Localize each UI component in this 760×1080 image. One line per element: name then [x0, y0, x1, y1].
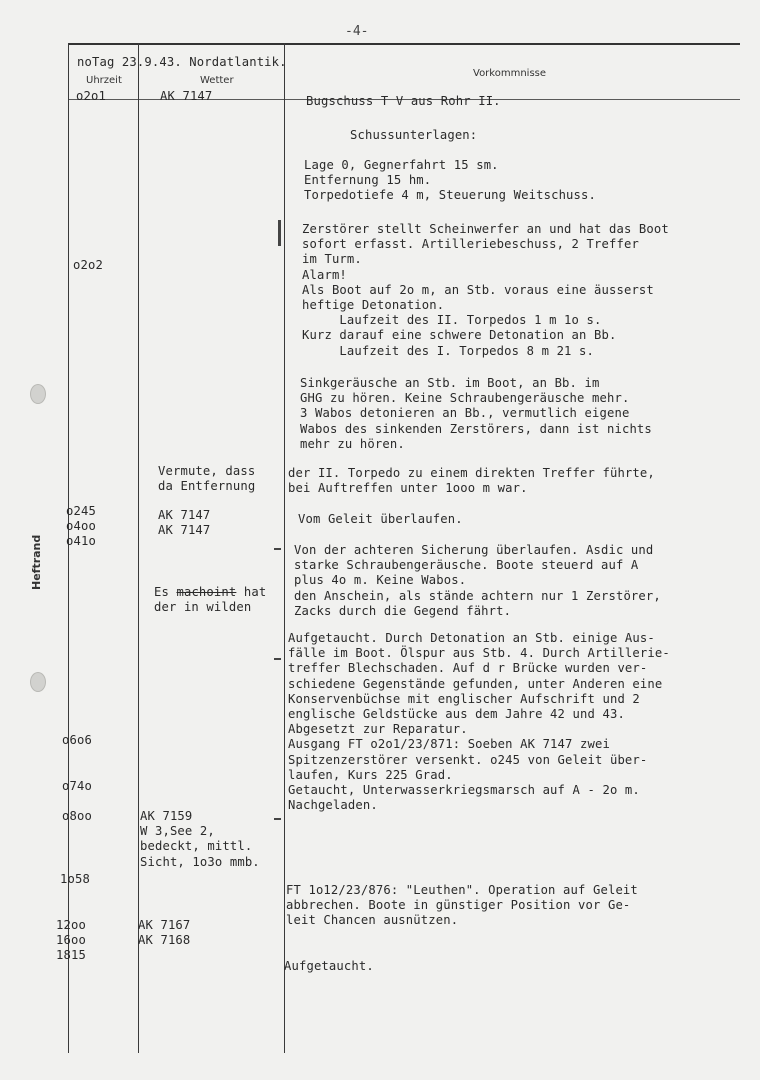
time-entry: o4oo: [66, 519, 96, 533]
weather-text: Es: [154, 585, 177, 599]
time-entry: 12oo: [56, 918, 86, 932]
event-entry: Bugschuss T V aus Rohr II.: [306, 94, 501, 108]
struck-word: machoint: [176, 585, 237, 599]
column-rule-time: [138, 43, 139, 1053]
time-entry: 1o58: [60, 872, 90, 886]
header-top-rule: [68, 43, 740, 45]
event-entry: Von der achteren Sicherung überlaufen. Asdic und starke Schraubengeräusche. Boote steuerd auf A plus 4o m. Keine Wabos. den Anschein, als stände achtern nur 1 Zerstörer, Zacks durch die Gegend fährt.: [294, 543, 661, 618]
time-entry: 16oo: [56, 933, 86, 947]
time-entry: o8oo: [62, 809, 92, 823]
time-entry: o6o6: [62, 733, 92, 747]
time-entry: o2o1: [76, 89, 106, 103]
margin-tick: [274, 818, 281, 820]
header-events: Vorkommnisse: [473, 68, 547, 79]
weather-entry: AK 7167 AK 7168: [138, 918, 191, 948]
margin-tick: [274, 548, 281, 550]
header-date-place: noTag 23.9.43. Nordatlantik.: [77, 55, 287, 69]
punch-hole-bottom: [30, 672, 46, 692]
event-entry: Vom Geleit überlaufen.: [298, 512, 463, 526]
time-entry: o74o: [62, 779, 92, 793]
margin-label: Heftrand: [30, 534, 43, 590]
event-entry: Schussunterlagen:: [350, 128, 478, 142]
time-entry: 1815: [56, 948, 86, 962]
punch-hole-top: [30, 384, 46, 404]
weather-entry: Vermute, dass da Entfernung: [158, 464, 256, 494]
header-weather: Wetter: [200, 75, 234, 86]
weather-entry: [154, 585, 266, 615]
time-entry: o245: [66, 504, 96, 518]
event-entry: Zerstörer stellt Scheinwerfer an und hat das Boot sofort erfasst. Artilleriebeschuss, 2 Treffer im Turm. Alarm! Als Boot auf 2o m, an Stb. voraus eine äusserst heftige Detonation. Laufzeit des II. Torpedos 1 m 1o s. Kurz darauf eine schwere Detonation an Bb. Laufzeit des I. Torpedos 8 m 21 s.: [302, 222, 669, 358]
event-entry: Aufgetaucht.: [284, 959, 374, 973]
margin-tick: [274, 658, 281, 660]
time-entry: o2o2: [73, 258, 103, 272]
event-entry: der II. Torpedo zu einem direkten Treffer führte, bei Auftreffen unter 1ooo m war.: [288, 466, 655, 496]
weather-text: hat der in wilden: [154, 585, 267, 615]
weather-entry: AK 7147 AK 7147: [158, 508, 211, 538]
weather-entry: AK 7147: [160, 89, 213, 103]
time-entry: o41o: [66, 534, 96, 548]
event-entry: Lage 0, Gegnerfahrt 15 sm. Entfernung 15 hm. Torpedotiefe 4 m, Steuerung Weitschuss.: [304, 158, 597, 203]
event-entry: FT 1o12/23/876: "Leuthen". Operation auf Geleit abbrechen. Boote in günstiger Position vor Ge- leit Chancen ausnützen.: [286, 883, 638, 928]
event-entry: Aufgetaucht. Durch Detonation an Stb. einige Aus- fälle im Boot. Ölspur aus Stb. 4. Durch Artillerie- treffer Blechschaden. Auf d r Brücke wurden ver- schiedene Gegenstände gefunden, unter Anderen eine Konservenbüchse mit englischer Aufschrift und 2 englische Geldstücke aus dem Jahre 42 und 43. Abgesetzt zur Reparatur. Ausgang FT o2o1/23/871: Soeben AK 7147 zwei Spitzenzerstörer versenkt. o245 von Geleit über- laufen, Kurs 225 Grad. Getaucht, Unterwasserkriegsmarsch auf A - 2o m. Nachgeladen.: [288, 631, 670, 813]
header-time: Uhrzeit: [86, 75, 122, 86]
weather-entry: AK 7159 W 3,See 2, bedeckt, mittl. Sicht, 1o3o mmb.: [140, 809, 260, 869]
margin-mark: [278, 220, 281, 246]
event-entry: Sinkgeräusche an Stb. im Boot, an Bb. im GHG zu hören. Keine Schraubengeräusche mehr. 3 Wabos detonieren an Bb., vermutlich eigene Wabos des sinkenden Zerstörers, dann ist nichts mehr zu hören.: [300, 376, 652, 451]
page-number: -4-: [345, 24, 369, 39]
